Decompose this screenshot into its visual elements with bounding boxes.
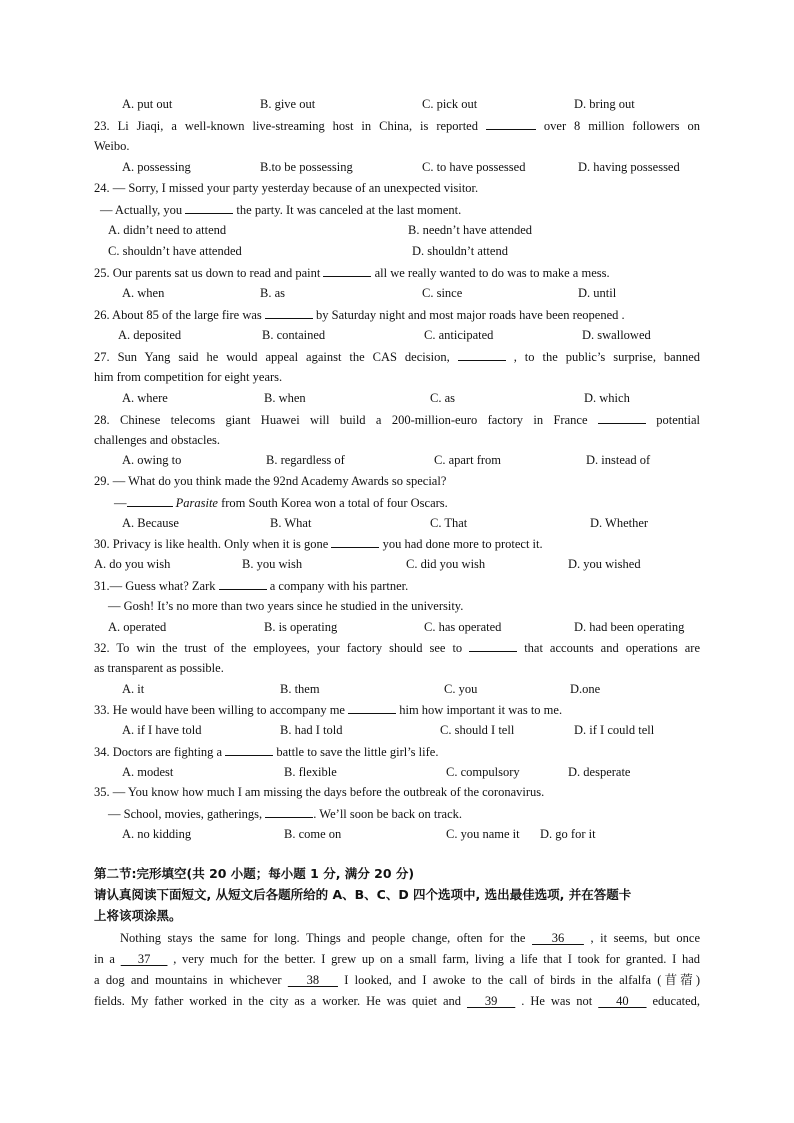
q35-option-a[interactable]: A. no kidding	[122, 827, 192, 841]
q35-stem: 35. — You know how much I am missing the days before the outbreak of the coronavirus.	[94, 785, 545, 799]
q35-blank	[265, 803, 313, 818]
q30-option-b[interactable]: B. you wish	[242, 557, 303, 571]
q34-option-b[interactable]: B. flexible	[284, 765, 337, 779]
q27-option-c[interactable]: C. as	[430, 391, 455, 405]
q24-option-b[interactable]: B. needn’t have attended	[408, 223, 533, 237]
blank-38: 38	[287, 973, 338, 987]
q32-option-c[interactable]: C. you	[444, 682, 478, 696]
q24-options-row2	[94, 241, 700, 262]
q31-blank	[219, 575, 267, 590]
q23-option-b[interactable]: B.to be possessing	[260, 160, 353, 174]
q22-option-b[interactable]: B. give out	[260, 97, 316, 111]
q31-option-a[interactable]: A. operated	[108, 620, 167, 634]
q25-option-c[interactable]: C. since	[422, 286, 463, 300]
q35-options	[94, 824, 700, 845]
q23-stem: 23. Li Jiaqi, a well-known live-streaming host in China, is reported over 8 million followers on	[94, 115, 700, 136]
q29-option-c[interactable]: C. That	[430, 516, 468, 530]
q26-options	[94, 325, 700, 346]
q30-option-d[interactable]: D. you wished	[568, 557, 641, 571]
q29-options	[94, 513, 700, 534]
q26-option-d[interactable]: D. swallowed	[582, 328, 651, 342]
q24-option-c[interactable]: C. shouldn’t have attended	[108, 244, 242, 258]
q24-stem: 24. — Sorry, I missed your party yesterday because of an unexpected visitor.	[94, 181, 479, 195]
q23-option-c[interactable]: C. to have possessed	[422, 160, 526, 174]
q28-option-b[interactable]: B. regardless of	[266, 453, 345, 467]
q30-blank	[331, 533, 379, 548]
q28-options	[94, 450, 700, 471]
q27-option-a[interactable]: A. where	[122, 391, 168, 405]
q25-option-b[interactable]: B. as	[260, 286, 285, 300]
q27-options	[94, 388, 700, 409]
q24-option-d[interactable]: D. shouldn’t attend	[412, 244, 508, 258]
q22-options	[94, 94, 700, 115]
q23-blank	[486, 115, 536, 130]
q32-stem-cont: as transparent as possible.	[94, 661, 224, 675]
q28-blank	[598, 409, 646, 424]
q26-blank	[265, 304, 313, 319]
q34-options	[94, 762, 700, 783]
q31-option-c[interactable]: C. has operated	[424, 620, 502, 634]
q32-option-a[interactable]: A. it	[122, 682, 145, 696]
q28-stem-cont: challenges and obstacles.	[94, 433, 220, 447]
passage-line3: a dog and mountains in whichever 38 I looked, and I awoke to the call of birds in the alfalfa (苜蓿)	[94, 973, 701, 987]
blank-36: 36	[532, 931, 584, 945]
q33-option-a[interactable]: A. if I have told	[122, 723, 202, 737]
section2-instruction-line1: 请认真阅读下面短文, 从短文后各题所给的 A、B、C、D 四个选项中, 选出最佳选项, 并在答题卡	[94, 887, 632, 902]
q30-stem: 30. Privacy is like health. Only when it is gone you had done more to protect it.	[94, 533, 700, 554]
q31-option-d[interactable]: D. had been operating	[574, 620, 685, 634]
passage-line1: Nothing stays the same for long. Things and people change, often for the 36 , it seems, but once	[120, 931, 701, 945]
q28-option-c[interactable]: C. apart from	[434, 453, 501, 467]
passage-line2: in a 37 , very much for the better. I grew up on a small farm, living a life that I took for granted. I had	[94, 952, 701, 966]
q27-blank	[458, 346, 506, 361]
q26-option-a[interactable]: A. deposited	[118, 328, 182, 342]
q33-option-b[interactable]: B. had I told	[280, 723, 343, 737]
q35-option-c[interactable]: C. you name it	[446, 827, 520, 841]
q27-stem-cont: him from competition for eight years.	[94, 370, 283, 384]
section2-heading: 第二节:完形填空(共 20 小题；每小题 1 分, 满分 20 分)	[94, 866, 415, 881]
q33-options	[94, 720, 700, 741]
q22-option-c[interactable]: C. pick out	[422, 97, 478, 111]
q29-option-b[interactable]: B. What	[270, 516, 312, 530]
q23-options	[94, 157, 700, 178]
q26-option-c[interactable]: C. anticipated	[424, 328, 494, 342]
q33-blank	[348, 699, 396, 714]
q28-stem: 28. Chinese telecoms giant Huawei will build a 200-million-euro factory in France potential	[94, 409, 700, 430]
q34-option-c[interactable]: C. compulsory	[446, 765, 520, 779]
q23-stem-cont: Weibo.	[94, 139, 130, 153]
q30-option-c[interactable]: C. did you wish	[406, 557, 486, 571]
q32-option-b[interactable]: B. them	[280, 682, 320, 696]
blank-39: 39	[466, 994, 516, 1008]
q25-blank	[323, 262, 371, 277]
q26-option-b[interactable]: B. contained	[262, 328, 326, 342]
q35-option-d[interactable]: D. go for it	[540, 827, 596, 841]
q32-stem: 32. To win the trust of the employees, your factory should see to that accounts and operations are	[94, 637, 700, 658]
q26-stem: 26. About 85 of the large fire was by Saturday night and most major roads have been reopened .	[94, 304, 700, 325]
q32-option-d[interactable]: D.one	[570, 682, 601, 696]
q31-reply: — Gosh! It’s no more than two years since he studied in the university.	[108, 599, 464, 613]
passage-line4: fields. My father worked in the city as a worker. He was quiet and 39 . He was not 40 educated,	[94, 994, 701, 1008]
q33-stem: 33. He would have been willing to accompany me him how important it was to me.	[94, 699, 700, 720]
q33-option-c[interactable]: C. should I tell	[440, 723, 515, 737]
q25-option-a[interactable]: A. when	[122, 286, 165, 300]
q34-stem: 34. Doctors are fighting a battle to save the little girl’s life.	[94, 741, 700, 762]
q24-options-row1	[94, 220, 700, 241]
q22-option-d[interactable]: D. bring out	[574, 97, 635, 111]
q30-option-a[interactable]: A. do you wish	[94, 557, 171, 571]
q34-blank	[225, 741, 273, 756]
q24-option-a[interactable]: A. didn’t need to attend	[108, 223, 227, 237]
q27-option-d[interactable]: D. which	[584, 391, 630, 405]
q28-option-a[interactable]: A. owing to	[122, 453, 182, 467]
q35-reply: — School, movies, gatherings, . We’ll soon be back on track.	[94, 803, 700, 824]
q24-reply: — Actually, you the party. It was canceled at the last moment.	[94, 199, 700, 220]
q29-option-a[interactable]: A. Because	[122, 516, 179, 530]
section2-instruction-line2: 上将该项涂黑。	[94, 908, 182, 923]
q29-blank	[127, 492, 173, 507]
q22-option-a[interactable]: A. put out	[122, 97, 173, 111]
q27-option-b[interactable]: B. when	[264, 391, 306, 405]
q29-option-d[interactable]: D. Whether	[590, 516, 649, 530]
q35-option-b[interactable]: B. come on	[284, 827, 342, 841]
q34-option-d[interactable]: D. desperate	[568, 765, 631, 779]
q31-stem: 31.— Guess what? Zark a company with his partner.	[94, 575, 700, 596]
q30-options	[94, 554, 700, 575]
q24-blank	[185, 199, 233, 214]
q31-option-b[interactable]: B. is operating	[264, 620, 338, 634]
q29-reply: — Parasite from South Korea won a total of four Oscars.	[94, 492, 700, 513]
q34-option-a[interactable]: A. modest	[122, 765, 174, 779]
q23-option-d[interactable]: D. having possessed	[578, 160, 680, 174]
q25-option-d[interactable]: D. until	[578, 286, 617, 300]
q27-stem: 27. Sun Yang said he would appeal against the CAS decision, , to the public’s surprise, banned	[94, 346, 700, 367]
q25-stem: 25. Our parents sat us down to read and paint all we really wanted to do was to make a mess.	[94, 262, 700, 283]
q32-blank	[469, 637, 517, 652]
q29-stem: 29. — What do you think made the 92nd Academy Awards so special?	[94, 474, 447, 488]
blank-37: 37	[120, 952, 168, 966]
q32-options	[94, 679, 700, 700]
blank-40: 40	[598, 994, 647, 1008]
q28-option-d[interactable]: D. instead of	[586, 453, 651, 467]
q31-options	[94, 617, 700, 638]
q33-option-d[interactable]: D. if I could tell	[574, 723, 655, 737]
q25-options	[94, 283, 700, 304]
q23-option-a[interactable]: A. possessing	[122, 160, 191, 174]
